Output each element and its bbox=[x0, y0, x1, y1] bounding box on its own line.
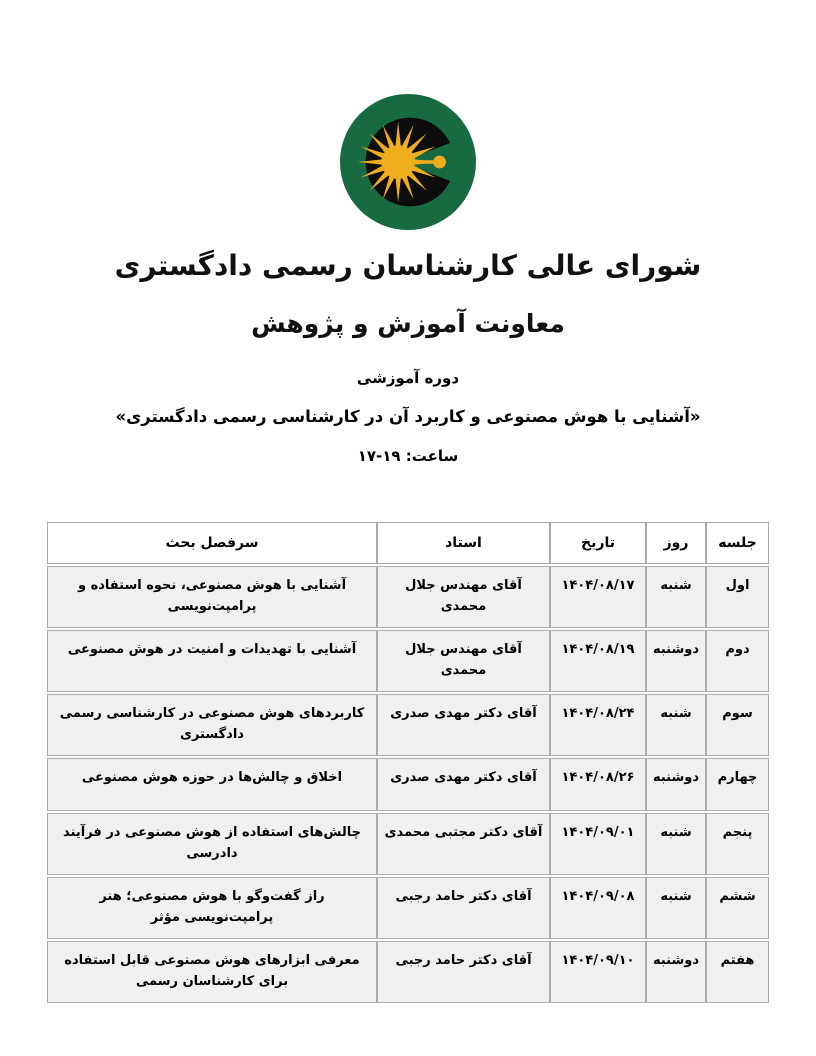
cell-day: شنبه bbox=[646, 566, 706, 628]
table-row bbox=[47, 694, 769, 756]
cell-topic: آشنایی با تهدیدات و امنیت در هوش مصنوعی bbox=[47, 630, 377, 692]
cell-date: ۱۴۰۴/۰۸/۲۶ bbox=[550, 758, 646, 811]
cell-instructor: آقای دکتر حامد رجبی bbox=[377, 877, 550, 939]
cell-date: ۱۴۰۴/۰۹/۰۱ bbox=[550, 813, 646, 875]
cell-day: دوشنبه bbox=[646, 758, 706, 811]
cell-session: اول bbox=[706, 566, 769, 628]
col-header-instructor: استاد bbox=[377, 522, 550, 564]
council-logo-icon bbox=[339, 93, 477, 231]
logo-container bbox=[0, 0, 816, 231]
schedule-body bbox=[47, 566, 769, 1003]
cell-session: هفتم bbox=[706, 941, 769, 1003]
table-row bbox=[47, 877, 769, 939]
col-header-topic: سرفصل بحث bbox=[47, 522, 377, 564]
cell-topic: معرفی ابزارهای هوش مصنوعی قابل استفاده برای کارشناسان رسمی bbox=[47, 941, 377, 1003]
cell-day: شنبه bbox=[646, 694, 706, 756]
cell-topic: کاربردهای هوش مصنوعی در کارشناسی رسمی دادگستری bbox=[47, 694, 377, 756]
table-row bbox=[47, 813, 769, 875]
cell-topic: چالش‌های استفاده از هوش مصنوعی در فرآیند دادرسی bbox=[47, 813, 377, 875]
cell-instructor: آقای دکتر مجتبی محمدی bbox=[377, 813, 550, 875]
cell-date: ۱۴۰۴/۰۸/۱۷ bbox=[550, 566, 646, 628]
cell-day: دوشنبه bbox=[646, 630, 706, 692]
cell-instructor: آقای مهندس جلال محمدی bbox=[377, 566, 550, 628]
cell-session: چهارم bbox=[706, 758, 769, 811]
cell-date: ۱۴۰۴/۰۹/۰۸ bbox=[550, 877, 646, 939]
cell-session: دوم bbox=[706, 630, 769, 692]
course-time: ساعت: ۱۹-۱۷ bbox=[357, 447, 459, 465]
col-header-date: تاریخ bbox=[550, 522, 646, 564]
cell-session: ششم bbox=[706, 877, 769, 939]
table-row bbox=[47, 758, 769, 811]
cell-instructor: آقای دکتر حامد رجبی bbox=[377, 941, 550, 1003]
cell-date: ۱۴۰۴/۰۸/۱۹ bbox=[550, 630, 646, 692]
cell-session: پنجم bbox=[706, 813, 769, 875]
schedule-table bbox=[47, 520, 769, 1005]
dept-name-calligraphy: معاونت آموزش و پژوهش bbox=[251, 309, 565, 338]
schedule-header bbox=[47, 522, 769, 564]
org-name-calligraphy: شورای عالی کارشناسان رسمی دادگستری bbox=[114, 249, 702, 282]
col-header-day: روز bbox=[646, 522, 706, 564]
header-row bbox=[47, 522, 769, 564]
table-row bbox=[47, 630, 769, 692]
cell-topic: راز گفت‌وگو با هوش مصنوعی؛ هنر پرامپت‌نویسی مؤثر bbox=[47, 877, 377, 939]
col-header-session: جلسه bbox=[706, 522, 769, 564]
cell-day: شنبه bbox=[646, 813, 706, 875]
cell-date: ۱۴۰۴/۰۹/۱۰ bbox=[550, 941, 646, 1003]
cell-day: شنبه bbox=[646, 877, 706, 939]
cell-session: سوم bbox=[706, 694, 769, 756]
course-title: «آشنایی با هوش مصنوعی و کاربرد آن در کارشناسی رسمی دادگستری» bbox=[115, 407, 701, 426]
cell-instructor: آقای دکتر مهدی صدری bbox=[377, 694, 550, 756]
course-label: دوره آموزشی bbox=[356, 369, 460, 387]
table-row bbox=[47, 941, 769, 1003]
cell-instructor: آقای مهندس جلال محمدی bbox=[377, 630, 550, 692]
cell-instructor: آقای دکتر مهدی صدری bbox=[377, 758, 550, 811]
table-row bbox=[47, 566, 769, 628]
cell-topic: اخلاق و چالش‌ها در حوزه هوش مصنوعی bbox=[47, 758, 377, 811]
cell-topic: آشنایی با هوش مصنوعی، نحوه استفاده و پرامپت‌نویسی bbox=[47, 566, 377, 628]
cell-date: ۱۴۰۴/۰۸/۲۴ bbox=[550, 694, 646, 756]
cell-day: دوشنبه bbox=[646, 941, 706, 1003]
